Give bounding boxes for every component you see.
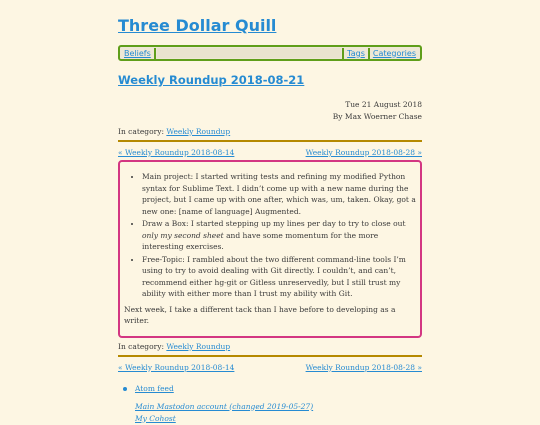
nav-categories-link[interactable]: Categories	[372, 48, 416, 58]
nav-separator	[154, 48, 156, 59]
next-post-link[interactable]: Weekly Roundup 2018-08-28 »	[305, 362, 422, 372]
page	[118, 0, 422, 425]
prev-post-link[interactable]: « Weekly Roundup 2018-08-14	[118, 148, 235, 157]
footer-item	[118, 401, 422, 413]
prev-post-link[interactable]: « Weekly Roundup 2018-08-14	[118, 362, 235, 372]
divider	[118, 355, 422, 357]
mastodon-link[interactable]: Main Mastodon account (changed 2019-05-27)	[135, 401, 314, 411]
nav-separator	[368, 48, 370, 59]
nav-beliefs-link[interactable]: Beliefs	[124, 48, 151, 58]
navbar	[118, 45, 422, 61]
footer-item	[118, 383, 422, 395]
divider	[118, 140, 422, 142]
post-meta	[118, 99, 422, 123]
post-author: By Max Woerner Chase	[332, 112, 422, 121]
category-prefix: In category:	[118, 341, 164, 351]
post-content	[118, 160, 422, 338]
post-category-bottom	[118, 342, 422, 351]
nav-separator	[342, 48, 344, 59]
post-date: Tue 21 August 2018	[345, 100, 422, 109]
nav-tags-link[interactable]: Tags	[347, 48, 365, 58]
category-prefix: In category:	[118, 127, 164, 136]
next-post-link[interactable]: Weekly Roundup 2018-08-28 »	[305, 148, 422, 157]
cohost-link[interactable]: My Cohost	[135, 413, 176, 423]
roundup-list	[124, 171, 416, 300]
list-item: • Main project: I started writing tests and refining my modified Python syntax for Sublime Text. I didn’t come up with a new name during the project, but I came up with one after, which was, um, taken. Okay, got a new one: [name of language] Augmented.	[142, 171, 416, 217]
atom-feed-link[interactable]: Atom feed	[135, 383, 174, 393]
site-title-link[interactable]: Three Dollar Quill	[118, 16, 277, 35]
category-link[interactable]: Weekly Roundup	[166, 341, 231, 351]
pager-top	[118, 148, 422, 157]
pager-bottom	[118, 363, 422, 372]
post-category	[118, 127, 422, 136]
footer-links	[118, 383, 422, 425]
footer-item	[118, 413, 422, 425]
post-title-link[interactable]: Weekly Roundup 2018-08-21	[118, 73, 305, 87]
category-link[interactable]: Weekly Roundup	[166, 127, 231, 136]
closing-paragraph: Next week, I take a different tack than I have before to developing as a writer.	[124, 304, 396, 325]
nav-spacer	[157, 48, 341, 58]
list-item: • Free-Topic: I rambled about the two different command-line tools I’m using to try to avoid dealing with Git directly. I couldn’t, and can’t, recommend either hg-git or Gitless unreservedly, but I still trust my ability with either more than I trust my ability with Git.	[142, 254, 416, 300]
item-emphasis: only my second sheet	[142, 230, 224, 240]
item-text: Draw a Box: I started stepping up my lines per day to try to close out	[142, 219, 406, 228]
list-item	[142, 218, 416, 253]
item-text: and have some momentum for the more interesting exercises.	[142, 230, 379, 251]
